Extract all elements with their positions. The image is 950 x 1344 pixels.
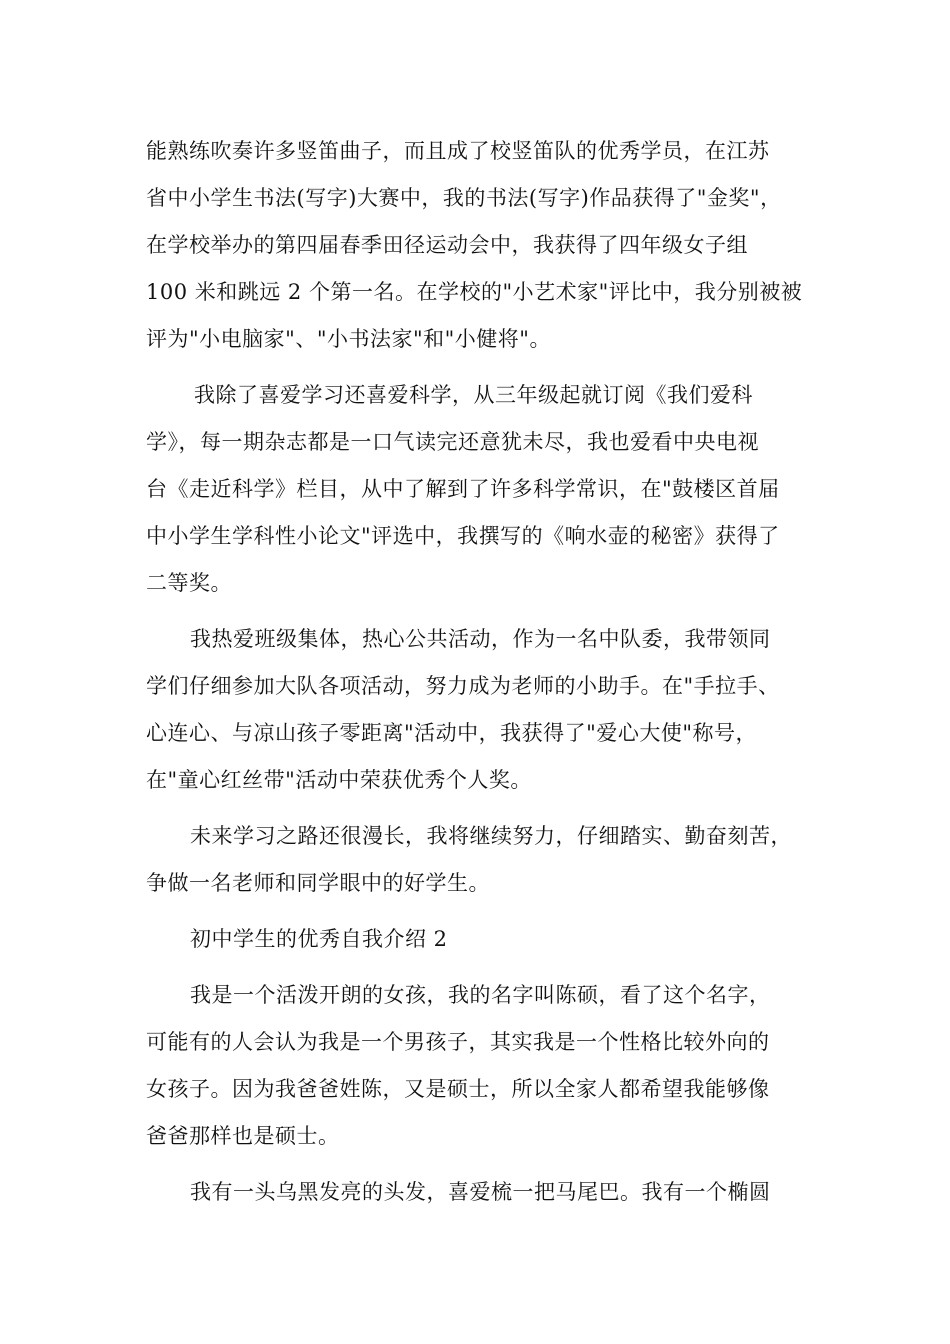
text-line: 在"童心红丝带"活动中荣获优秀个人奖。 <box>146 768 532 792</box>
section-heading <box>146 916 826 963</box>
text-line: 台《走近科学》栏目，从中了解到了许多科学常识，在"鼓楼区首届 <box>146 477 780 501</box>
paragraph-science <box>146 372 826 607</box>
text-line: 学们仔细参加大队各项活动，努力成为老师的小助手。在"手拉手、 <box>146 674 780 698</box>
text-line: 中小学生学科性小论文"评选中，我撰写的《响水壶的秘密》获得了 <box>146 524 780 548</box>
text-line: 我热爱班级集体，热心公共活动，作为一名中队委，我带领同 <box>190 627 771 651</box>
text-line: 学》，每一期杂志都是一口气读完还意犹未尽，我也爱看中央电视 <box>146 430 759 454</box>
text-line: 能熟练吹奏许多竖笛曲子，而且成了校竖笛队的优秀学员，在江苏 <box>146 139 770 163</box>
text-line: 二等奖。 <box>146 571 232 595</box>
text-line: 未来学习之路还很漫长，我将继续努力，仔细踏实、勤奋刻苦， <box>190 824 792 848</box>
text-line: 女孩子。因为我爸爸姓陈，又是硕士，所以全家人都希望我能够像 <box>146 1077 770 1101</box>
text-line: 心连心、与凉山孩子零距离"活动中，我获得了"爱心大使"称号， <box>146 721 757 745</box>
text-line: 爸爸那样也是硕士。 <box>146 1124 340 1148</box>
paragraph-future <box>146 813 826 907</box>
heading-line: 初中学生的优秀自我介绍 2 <box>190 927 448 951</box>
text-line: 在学校举办的第四届春季田径运动会中，我获得了四年级女子组 <box>146 233 748 257</box>
text-line: 省中小学生书法(写字)大赛中，我的书法(写字)作品获得了"金奖"， <box>146 186 782 210</box>
text-line: 我是一个活泼开朗的女孩，我的名字叫陈硕，看了这个名字， <box>190 983 771 1007</box>
paragraph-appearance <box>146 1169 826 1216</box>
paragraph-awards <box>146 128 826 363</box>
paragraph-class-activities <box>146 616 826 804</box>
text-line: 可能有的人会认为我是一个男孩子，其实我是一个性格比较外向的 <box>146 1030 770 1054</box>
text-line: 争做一名老师和同学眼中的好学生。 <box>146 871 490 895</box>
text-line: 我有一头乌黑发亮的头发，喜爱梳一把马尾巴。我有一个椭圆 <box>190 1180 771 1204</box>
document-body <box>146 128 826 1216</box>
text-line: 100 米和跳远 2 个第一名。在学校的"小艺术家"评比中，我分别被被 <box>146 280 803 304</box>
text-line: 我除了喜爱学习还喜爱科学，从三年级起就订阅《我们爱科 <box>194 383 753 407</box>
paragraph-self-intro <box>146 972 826 1160</box>
text-line: 评为"小电脑家"、"小书法家"和"小健将"。 <box>146 327 551 351</box>
